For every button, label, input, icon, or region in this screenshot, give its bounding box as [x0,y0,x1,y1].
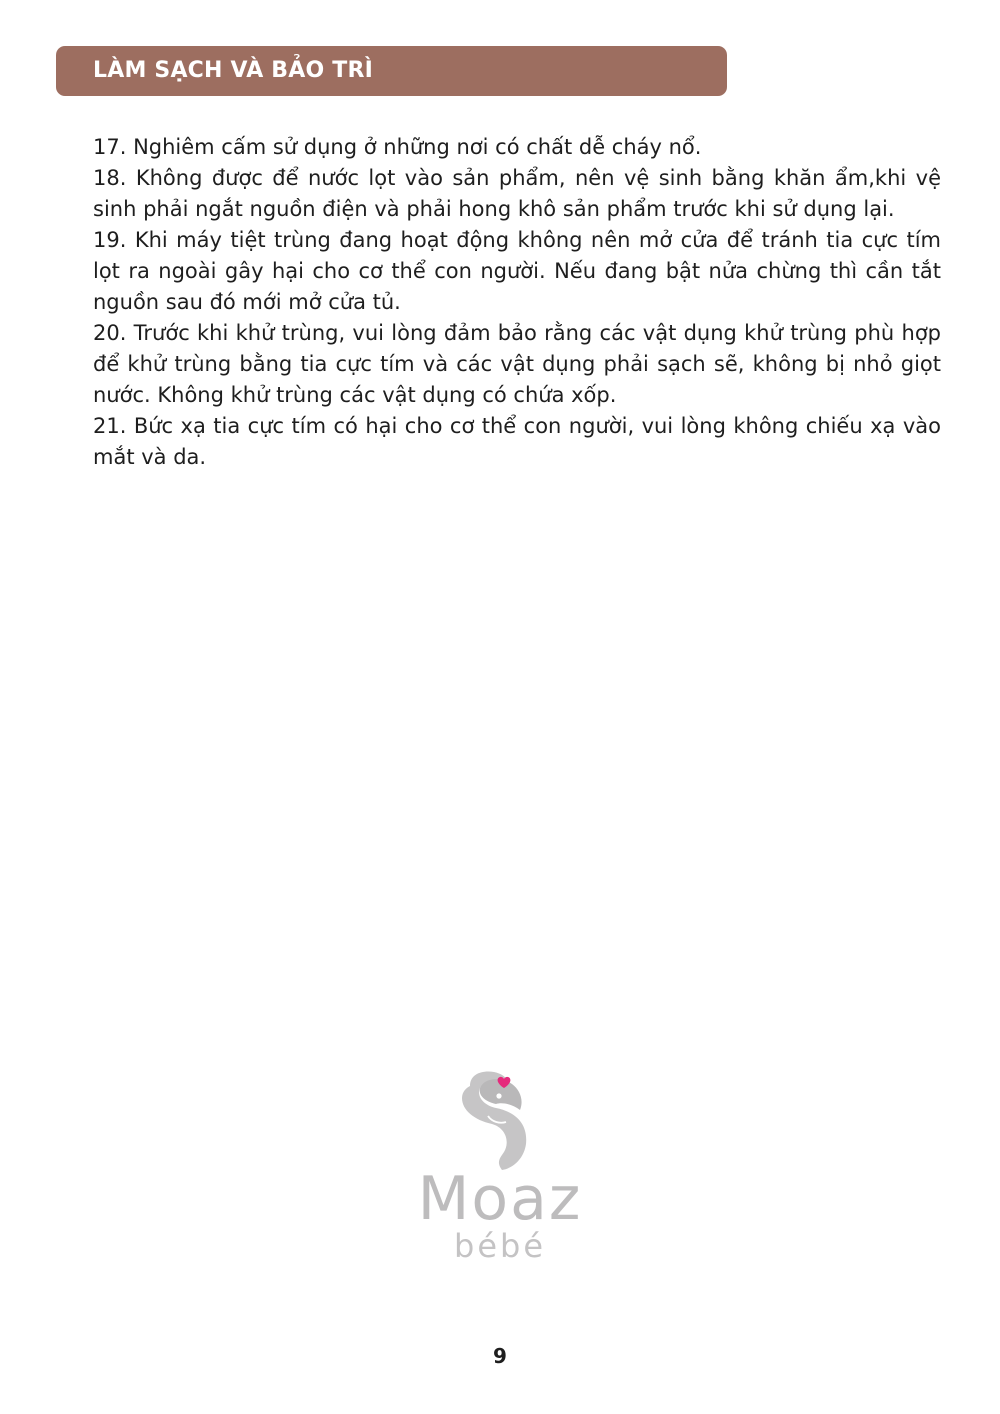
elephant-icon [400,1066,600,1176]
instruction-item: 18. Không được để nước lọt vào sản phẩm, nên vệ sinh bằng khăn ẩm,khi vệ sinh phải ngắt nguồn điện và phải hong khô sản phẩm trước khi sử dụng lại. [93,166,941,221]
section-title: LÀM SẠCH VÀ BẢO TRÌ [93,58,373,83]
logo-subtitle: bébé [454,1227,546,1265]
instruction-item: 19. Khi máy tiệt trùng đang hoạt động không nên mở cửa để tránh tia cực tím lọt ra ngoài gây hại cho cơ thể con người. Nếu đang bật nửa chừng thì cần tắt nguồn sau đó mới mở cửa tủ. [93,228,941,314]
section-header-bar [56,46,727,96]
page-number: 9 [493,1344,507,1368]
instruction-item: 21. Bức xạ tia cực tím có hại cho cơ thể con người, vui lòng không chiếu xạ vào mắt và da. [93,414,941,469]
brand-logo [400,1066,600,1271]
instruction-item: 20. Trước khi khử trùng, vui lòng đảm bảo rằng các vật dụng khử trùng phù hợp để khử trùng bằng tia cực tím và các vật dụng phải sạch sẽ, không bị nhỏ giọt nước. Không khử trùng các vật dụng có chứa xốp. [93,321,941,407]
instruction-list [93,132,941,473]
logo-wordmark: Moaz [417,1164,583,1234]
instruction-item: 17. Nghiêm cấm sử dụng ở những nơi có chất dễ cháy nổ. [93,135,702,159]
